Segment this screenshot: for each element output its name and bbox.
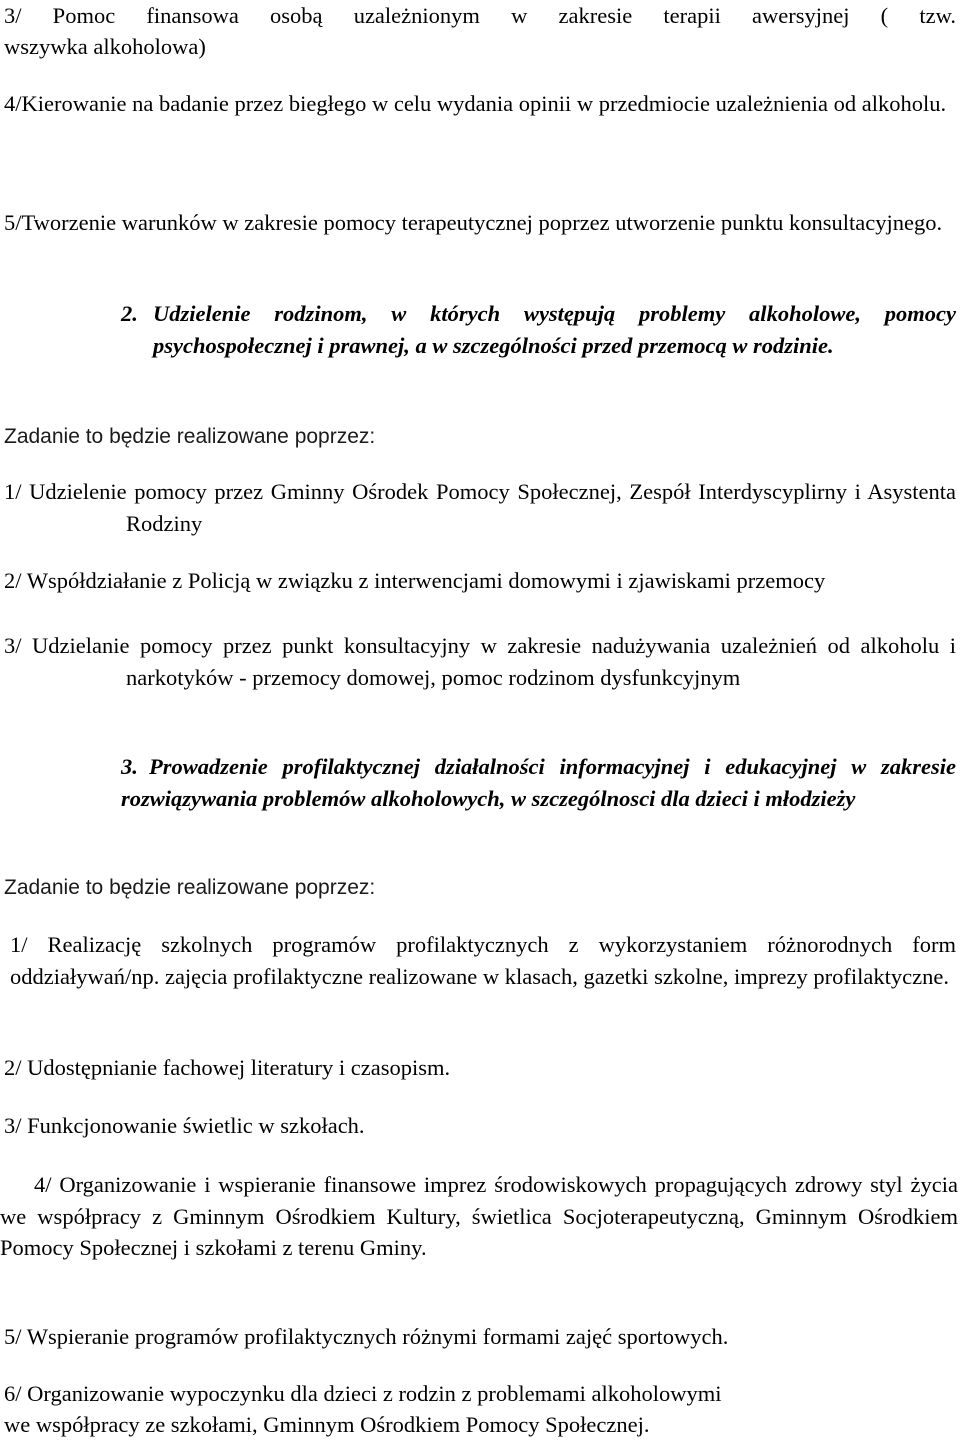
- list3-item-2: 2/ Udostępnianie fachowej literatury i czasopism.: [4, 1055, 451, 1080]
- list3-item-1: 1/ Realizację szkolnych programów profilaktycznych z wykorzystaniem różnorodnych form oddziaływań/np. zajęcia profilaktyczne realizowane w klasach, gazetki szkolne, imprezy profilaktyczne.: [10, 932, 956, 989]
- list3-item-5: 5/ Wspieranie programów profilaktycznych różnymi formami zajęć sportowych.: [4, 1324, 729, 1349]
- list3-item-6-line-1: 6/ Organizowanie wypoczynku dla dzieci z rodzin z problemami alkoholowymi: [4, 1381, 722, 1406]
- section-3-number: 3.: [121, 754, 138, 779]
- section-2-heading: Udzielenie rodzinom, w których występują problemy alkoholowe, pomocy psychospołecznej i prawnej, a w szczególności przed przemocą w rodzinie.: [153, 301, 956, 358]
- task-intro-1: Zadanie to będzie realizowane poprzez:: [4, 425, 376, 448]
- list2-item-1: 1/ Udzielenie pomocy przez Gminny Ośrodek Pomocy Społecznej, Zespół Interdyscyplirny i Asystenta Rodziny: [4, 479, 956, 536]
- list2-item-3: 3/ Udzielanie pomocy przez punkt konsultacyjny w zakresie nadużywania uzależnień od alkoholu i narkotyków - przemocy domowej, pomoc rodzinom dysfunkcyjnym: [4, 633, 956, 690]
- item-3-line-1: 3/ Pomoc finansowa osobą uzależnionym w zakresie terapii awersyjnej ( tzw.: [4, 3, 956, 28]
- section-2-number: 2.: [121, 301, 138, 326]
- task-intro-2: Zadanie to będzie realizowane poprzez:: [4, 876, 376, 899]
- list3-item-3: 3/ Funkcjonowanie świetlic w szkołach.: [4, 1113, 365, 1138]
- list3-item-4: 4/ Organizowanie i wspieranie finansowe imprez środowiskowych propagujących zdrowy styl życia we współpracy z Gminnym Ośrodkiem Kultury, świetlica Socjoterapeutyczną, Gminnym Ośrodkiem Pomocy Społecznej i szkołami z terenu Gminy.: [0, 1172, 958, 1260]
- item-4: 4/Kierowanie na badanie przez biegłego w celu wydania opinii w przedmiocie uzależnienia od alkoholu.: [4, 91, 947, 116]
- list2-item-2: 2/ Współdziałanie z Policją w związku z interwencjami domowymi i zjawiskami przemocy: [4, 568, 826, 593]
- list3-item-6-line-2: we współpracy ze szkołami, Gminnym Ośrodkiem Pomocy Społecznej.: [4, 1412, 650, 1437]
- section-3-heading: Prowadzenie profilaktycznej działalności informacyjnej i edukacyjnej w zakresie rozwiązywania problemów alkoholowych, w szczególnosci dla dzieci i młodzieży: [121, 754, 956, 811]
- item-5: 5/Tworzenie warunków w zakresie pomocy terapeutycznej poprzez utworzenie punktu konsultacyjnego.: [4, 210, 943, 235]
- item-3-line-2: wszywka alkoholowa): [4, 34, 206, 59]
